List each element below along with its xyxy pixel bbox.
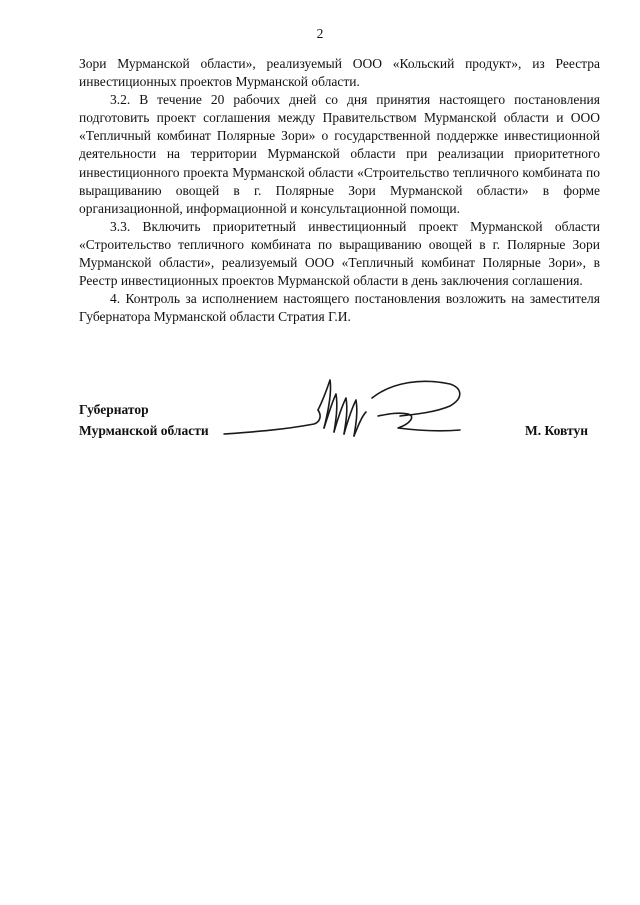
handwritten-signature xyxy=(222,372,472,444)
paragraph-3-2: 3.2. В течение 20 рабочих дней со дня принятия настоящего постановления подготовить проект соглашения между Правительством Мурманской области и ООО «Тепличный комбинат Полярные Зори» о государственной поддержке инвестиционной деятельности на территории Мурманской области при реализации приоритетного инвестиционного проекта Мурманской области «Строительство тепличного комбината по выращиванию овощей в г. Полярные Зори Мурманской области» в форме организационной, информационной и консультационной помощи. xyxy=(79,92,600,216)
paragraph-3-3: 3.3. Включить приоритетный инвестиционный проект Мурманской области «Строительство тепличного комбината по выращиванию овощей в г. Полярные Зори Мурманской области», реализуемый ООО «Тепличный комбинат Полярные Зори», в Реестр инвестиционных проектов Мурманской области в день заключения соглашения. xyxy=(79,218,600,289)
signatory-name: М. Ковтун xyxy=(525,423,588,438)
signatory-title-line-2: Мурманской области xyxy=(79,423,209,438)
paragraph-continuation: Зори Мурманской области», реализуемый ООО «Кольский продукт», из Реестра инвестиционных проектов Мурманской области. xyxy=(79,56,600,90)
paragraph-4: 4. Контроль за исполнением настоящего постановления возложить на заместителя Губернатора Мурманской области Стратия Г.И. xyxy=(79,291,600,325)
signatory-title-line-1: Губернатор xyxy=(79,402,149,417)
page-number: 2 xyxy=(316,26,324,41)
document-body xyxy=(79,55,600,326)
